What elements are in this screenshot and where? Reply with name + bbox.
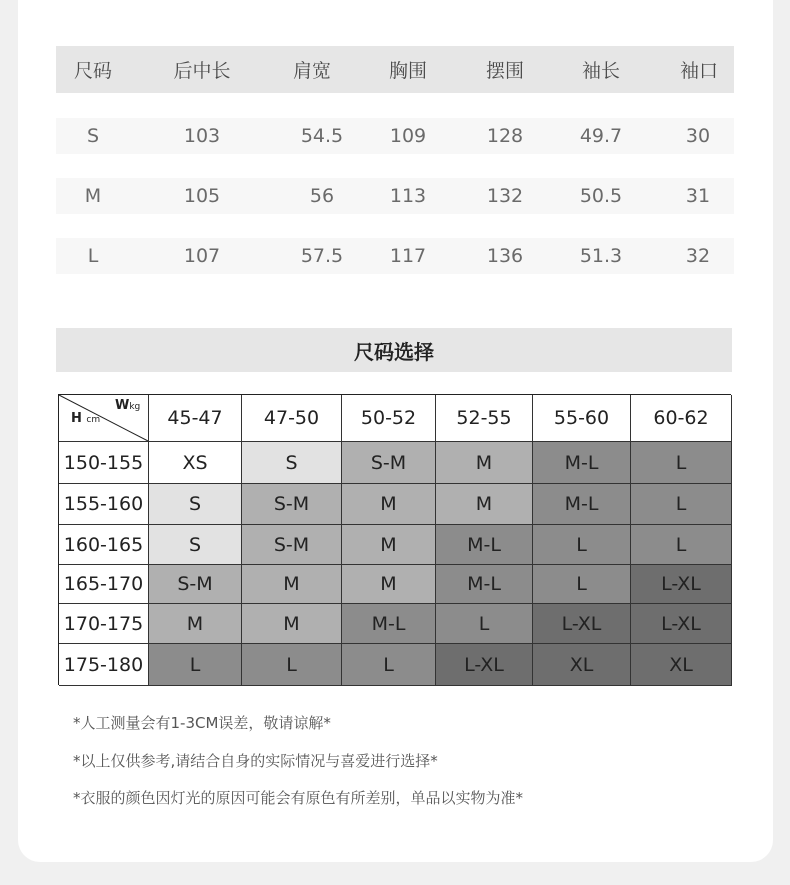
size-cell: M-L [533, 484, 631, 525]
weight-label: Wkg [115, 398, 141, 413]
weight-header: 47-50 [242, 395, 342, 442]
size-cell: S-M [149, 565, 242, 604]
size-cell: L [436, 604, 533, 644]
height-header: 175-180 [59, 644, 149, 686]
size-cell: L [533, 565, 631, 604]
header-back-length: 后中长 [173, 60, 231, 82]
size-cell: S-M [242, 484, 342, 525]
size-cell: M-L [342, 604, 436, 644]
cell-chest: 113 [389, 185, 427, 207]
table-row [56, 118, 734, 154]
height-header: 150-155 [59, 442, 149, 484]
size-cell: XS [149, 442, 242, 484]
cell-size: M [84, 185, 102, 207]
cell-shoulder: 56 [309, 185, 335, 207]
cell-size: S [86, 125, 100, 147]
weight-header: 55-60 [533, 395, 631, 442]
note-reference-only: *以上仅供参考,请结合自身的实际情况与喜爱进行选择* [73, 752, 438, 770]
size-cell: XL [631, 644, 732, 686]
cell-back-length: 107 [183, 245, 221, 267]
height-header: 160-165 [59, 525, 149, 565]
note-measurement-error: *人工测量会有1-3CM误差，敬请谅解* [73, 714, 331, 732]
height-header: 165-170 [59, 565, 149, 604]
header-shoulder: 肩宽 [292, 60, 331, 82]
cell-size: L [87, 245, 99, 267]
size-cell: M-L [533, 442, 631, 484]
size-cell: L [149, 644, 242, 686]
size-cell: M-L [436, 525, 533, 565]
cell-sleeve-length: 51.3 [579, 245, 623, 267]
cell-back-length: 105 [183, 185, 221, 207]
size-cell: L-XL [436, 644, 533, 686]
size-cell: L [342, 644, 436, 686]
cell-sleeve-length: 49.7 [579, 125, 623, 147]
cell-cuff: 32 [685, 245, 711, 267]
height-label: H cm [71, 411, 101, 426]
size-table-header [56, 46, 734, 93]
size-cell: L-XL [533, 604, 631, 644]
weight-header: 60-62 [631, 395, 732, 442]
size-selection-grid [58, 394, 731, 685]
cell-hem: 136 [486, 245, 524, 267]
cell-shoulder: 57.5 [300, 245, 344, 267]
size-cell: S-M [342, 442, 436, 484]
size-cell: M [342, 525, 436, 565]
weight-header: 45-47 [149, 395, 242, 442]
weight-header: 50-52 [342, 395, 436, 442]
size-cell: S [149, 484, 242, 525]
cell-hem: 132 [486, 185, 524, 207]
cell-cuff: 30 [685, 125, 711, 147]
cell-shoulder: 54.5 [300, 125, 344, 147]
table-row [56, 238, 734, 274]
section-title: 尺码选择 [56, 328, 732, 372]
header-hem: 摆围 [485, 60, 524, 82]
size-cell: S-M [242, 525, 342, 565]
size-cell: M-L [436, 565, 533, 604]
header-size: 尺码 [73, 60, 112, 82]
size-cell: L [631, 525, 732, 565]
size-cell: S [242, 442, 342, 484]
size-cell: S [149, 525, 242, 565]
size-cell: L [631, 442, 732, 484]
cell-chest: 117 [389, 245, 427, 267]
corner-header-cell [59, 395, 149, 442]
size-cell: XL [533, 644, 631, 686]
size-cell: M [342, 565, 436, 604]
size-cell: L [533, 525, 631, 565]
size-cell: M [342, 484, 436, 525]
table-row [56, 178, 734, 214]
size-cell: M [242, 604, 342, 644]
cell-back-length: 103 [183, 125, 221, 147]
cell-hem: 128 [486, 125, 524, 147]
weight-header: 52-55 [436, 395, 533, 442]
size-cell: L-XL [631, 604, 732, 644]
header-chest: 胸围 [388, 60, 427, 82]
size-cell: L [631, 484, 732, 525]
height-header: 170-175 [59, 604, 149, 644]
header-cuff: 袖口 [679, 60, 718, 82]
size-cell: M [149, 604, 242, 644]
note-color-difference: *衣服的颜色因灯光的原因可能会有原色有所差别，单品以实物为准* [73, 789, 524, 807]
cell-sleeve-length: 50.5 [579, 185, 623, 207]
height-header: 155-160 [59, 484, 149, 525]
size-cell: M [436, 484, 533, 525]
size-cell: M [436, 442, 533, 484]
cell-cuff: 31 [685, 185, 711, 207]
cell-chest: 109 [389, 125, 427, 147]
size-cell: L [242, 644, 342, 686]
size-cell: L-XL [631, 565, 732, 604]
header-sleeve-length: 袖长 [581, 60, 620, 82]
size-cell: M [242, 565, 342, 604]
